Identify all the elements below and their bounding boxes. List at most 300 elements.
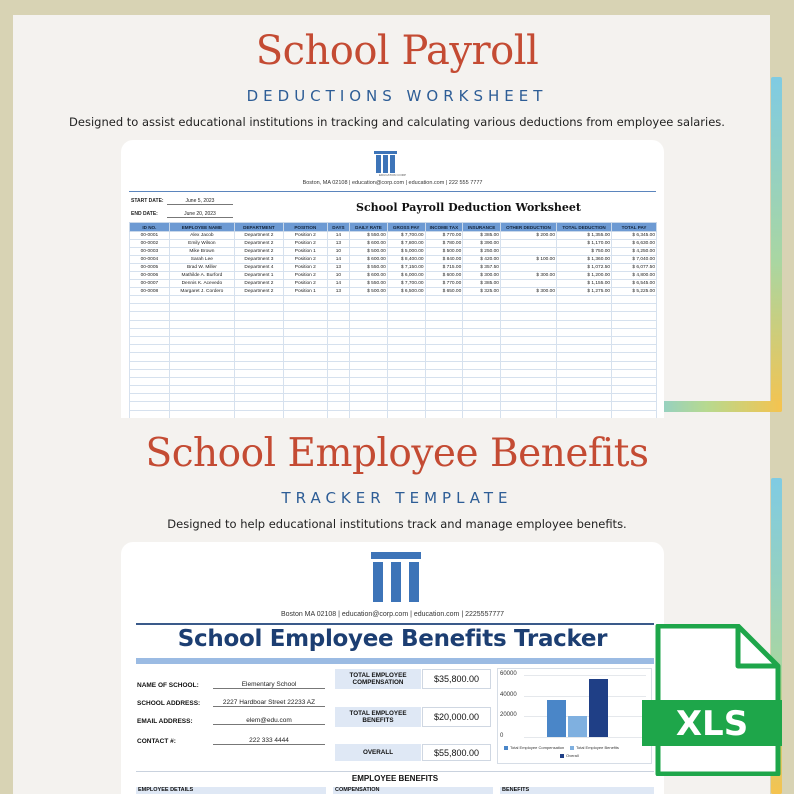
table-cell[interactable]: Position 1 [283, 248, 327, 256]
table-cell[interactable] [463, 312, 501, 320]
table-cell[interactable]: 00-0001 [130, 232, 170, 240]
table-cell[interactable]: $ 7,800.00 [387, 240, 425, 248]
table-row[interactable] [130, 256, 657, 264]
table-cell[interactable] [500, 394, 556, 402]
table-cell[interactable]: 10 [327, 248, 349, 256]
table-cell[interactable]: $ 500.00 [350, 288, 388, 296]
table-cell[interactable]: $ 6,545.00 [612, 280, 657, 288]
table-cell[interactable] [130, 336, 170, 344]
empty-row[interactable] [130, 410, 657, 418]
table-cell[interactable] [350, 386, 388, 394]
table-cell[interactable] [500, 410, 556, 418]
table-cell[interactable] [327, 394, 349, 402]
table-cell[interactable] [350, 304, 388, 312]
table-cell[interactable]: $ 200.00 [500, 232, 556, 240]
table-cell[interactable] [425, 304, 463, 312]
table-cell[interactable] [327, 345, 349, 353]
table-cell[interactable] [612, 369, 657, 377]
table-cell[interactable] [500, 377, 556, 385]
table-cell[interactable] [612, 377, 657, 385]
table-cell[interactable] [283, 345, 327, 353]
table-cell[interactable] [557, 345, 612, 353]
table-cell[interactable] [234, 312, 283, 320]
table-cell[interactable] [283, 336, 327, 344]
table-cell[interactable]: Sarah Lee [169, 256, 234, 264]
table-cell[interactable] [350, 353, 388, 361]
empty-row[interactable] [130, 304, 657, 312]
table-cell[interactable] [350, 369, 388, 377]
table-cell[interactable] [557, 386, 612, 394]
table-cell[interactable] [350, 394, 388, 402]
table-cell[interactable] [612, 345, 657, 353]
empty-row[interactable] [130, 361, 657, 369]
table-cell[interactable]: Position 2 [283, 240, 327, 248]
table-cell[interactable] [327, 402, 349, 410]
table-cell[interactable]: $ 500.00 [350, 248, 388, 256]
table-cell[interactable]: $ 7,700.00 [387, 280, 425, 288]
table-cell[interactable] [283, 402, 327, 410]
table-cell[interactable] [557, 296, 612, 304]
table-cell[interactable] [130, 312, 170, 320]
table-cell[interactable] [425, 328, 463, 336]
table-cell[interactable] [425, 410, 463, 418]
table-cell[interactable]: 13 [327, 240, 349, 248]
table-cell[interactable] [130, 361, 170, 369]
table-cell[interactable]: $ 385.00 [463, 280, 501, 288]
table-cell[interactable] [130, 353, 170, 361]
table-cell[interactable] [130, 394, 170, 402]
table-cell[interactable] [350, 410, 388, 418]
table-cell[interactable] [169, 410, 234, 418]
table-cell[interactable] [500, 240, 556, 248]
table-cell[interactable]: 00-0004 [130, 256, 170, 264]
table-cell[interactable] [283, 353, 327, 361]
table-cell[interactable]: Alex Jacob [169, 232, 234, 240]
table-cell[interactable]: 00-0005 [130, 264, 170, 272]
table-cell[interactable]: 13 [327, 288, 349, 296]
table-cell[interactable]: $ 6,630.00 [612, 240, 657, 248]
empty-row[interactable] [130, 312, 657, 320]
table-cell[interactable] [500, 280, 556, 288]
table-cell[interactable] [350, 336, 388, 344]
table-cell[interactable] [327, 353, 349, 361]
table-cell[interactable]: Department 2 [234, 240, 283, 248]
table-cell[interactable]: 00-0006 [130, 272, 170, 280]
table-cell[interactable] [169, 328, 234, 336]
table-cell[interactable] [327, 328, 349, 336]
table-cell[interactable]: $ 550.00 [350, 232, 388, 240]
table-cell[interactable] [283, 377, 327, 385]
table-cell[interactable]: $ 6,000.00 [387, 272, 425, 280]
start-date-value[interactable]: June 5, 2023 [167, 198, 233, 205]
table-cell[interactable] [500, 320, 556, 328]
table-cell[interactable] [327, 320, 349, 328]
table-cell[interactable] [463, 386, 501, 394]
table-cell[interactable] [169, 369, 234, 377]
empty-row[interactable] [130, 336, 657, 344]
table-cell[interactable] [425, 369, 463, 377]
school-address-field[interactable]: 2227 Hardboar Street 22233 AZ [213, 699, 325, 707]
table-cell[interactable] [169, 320, 234, 328]
table-cell[interactable] [500, 304, 556, 312]
table-cell[interactable] [463, 369, 501, 377]
table-cell[interactable]: $ 4,800.00 [612, 272, 657, 280]
table-cell[interactable] [463, 345, 501, 353]
table-cell[interactable]: Department 4 [234, 264, 283, 272]
school-name-field[interactable]: Elementary School [213, 681, 325, 689]
table-cell[interactable]: $ 300.00 [463, 272, 501, 280]
table-cell[interactable] [425, 345, 463, 353]
table-cell[interactable] [387, 312, 425, 320]
empty-row[interactable] [130, 402, 657, 410]
table-cell[interactable] [169, 312, 234, 320]
table-cell[interactable] [234, 353, 283, 361]
table-cell[interactable] [425, 394, 463, 402]
table-cell[interactable] [387, 296, 425, 304]
table-cell[interactable] [130, 402, 170, 410]
table-cell[interactable] [387, 336, 425, 344]
table-cell[interactable] [234, 369, 283, 377]
table-cell[interactable] [283, 369, 327, 377]
table-cell[interactable] [130, 345, 170, 353]
table-cell[interactable]: $ 600.00 [350, 240, 388, 248]
table-cell[interactable]: $ 770.00 [425, 280, 463, 288]
table-cell[interactable]: Margaret J. Cordero [169, 288, 234, 296]
empty-row[interactable] [130, 377, 657, 385]
table-cell[interactable] [557, 369, 612, 377]
table-cell[interactable] [283, 312, 327, 320]
table-cell[interactable] [500, 248, 556, 256]
table-cell[interactable]: $ 6,077.50 [612, 264, 657, 272]
table-cell[interactable] [500, 345, 556, 353]
table-row[interactable] [130, 280, 657, 288]
table-cell[interactable] [425, 353, 463, 361]
table-cell[interactable]: $ 100.00 [500, 256, 556, 264]
table-cell[interactable]: Department 2 [234, 280, 283, 288]
table-cell[interactable]: Position 1 [283, 288, 327, 296]
table-cell[interactable] [350, 328, 388, 336]
table-cell[interactable] [234, 345, 283, 353]
table-cell[interactable] [387, 304, 425, 312]
table-cell[interactable]: $ 600.00 [350, 256, 388, 264]
table-cell[interactable]: Department 2 [234, 248, 283, 256]
table-cell[interactable] [425, 377, 463, 385]
table-cell[interactable]: $ 390.00 [463, 240, 501, 248]
table-cell[interactable]: Mathilde A. Burford [169, 272, 234, 280]
table-cell[interactable] [425, 320, 463, 328]
table-cell[interactable] [169, 296, 234, 304]
table-row[interactable] [130, 264, 657, 272]
table-cell[interactable] [500, 369, 556, 377]
table-cell[interactable]: $ 420.00 [463, 256, 501, 264]
table-cell[interactable] [283, 394, 327, 402]
empty-row[interactable] [130, 394, 657, 402]
table-cell[interactable] [557, 353, 612, 361]
table-row[interactable] [130, 272, 657, 280]
table-cell[interactable]: $ 500.00 [425, 248, 463, 256]
table-cell[interactable] [169, 361, 234, 369]
table-cell[interactable] [425, 336, 463, 344]
table-cell[interactable] [500, 353, 556, 361]
table-cell[interactable] [130, 328, 170, 336]
table-cell[interactable]: Department 1 [234, 272, 283, 280]
table-cell[interactable]: Department 3 [234, 256, 283, 264]
table-cell[interactable] [557, 304, 612, 312]
table-cell[interactable] [327, 386, 349, 394]
table-cell[interactable] [463, 320, 501, 328]
table-cell[interactable] [557, 361, 612, 369]
table-cell[interactable] [283, 410, 327, 418]
table-cell[interactable]: Department 2 [234, 232, 283, 240]
table-cell[interactable]: $ 600.00 [350, 272, 388, 280]
table-cell[interactable] [387, 410, 425, 418]
table-cell[interactable]: $ 385.00 [463, 232, 501, 240]
table-row[interactable] [130, 248, 657, 256]
table-cell[interactable] [612, 361, 657, 369]
table-cell[interactable] [169, 336, 234, 344]
table-cell[interactable] [463, 394, 501, 402]
table-cell[interactable] [557, 312, 612, 320]
table-cell[interactable] [463, 377, 501, 385]
table-cell[interactable] [327, 296, 349, 304]
table-cell[interactable] [350, 402, 388, 410]
table-cell[interactable] [500, 264, 556, 272]
table-cell[interactable] [557, 410, 612, 418]
empty-row[interactable] [130, 345, 657, 353]
table-cell[interactable] [500, 296, 556, 304]
table-cell[interactable] [425, 402, 463, 410]
table-cell[interactable] [612, 394, 657, 402]
table-cell[interactable] [169, 304, 234, 312]
table-cell[interactable] [130, 296, 170, 304]
table-cell[interactable] [234, 402, 283, 410]
table-cell[interactable] [463, 304, 501, 312]
table-cell[interactable]: $ 550.00 [350, 280, 388, 288]
table-cell[interactable]: $ 300.00 [500, 272, 556, 280]
table-cell[interactable] [463, 328, 501, 336]
table-cell[interactable]: $ 5,000.00 [387, 248, 425, 256]
table-cell[interactable] [387, 369, 425, 377]
table-cell[interactable] [500, 361, 556, 369]
table-cell[interactable]: $ 1,355.00 [557, 232, 612, 240]
table-cell[interactable] [234, 336, 283, 344]
table-cell[interactable]: $ 1,170.00 [557, 240, 612, 248]
table-cell[interactable] [283, 361, 327, 369]
table-cell[interactable] [557, 402, 612, 410]
table-cell[interactable] [169, 386, 234, 394]
table-cell[interactable] [387, 386, 425, 394]
table-cell[interactable] [463, 402, 501, 410]
table-cell[interactable] [234, 328, 283, 336]
table-cell[interactable]: $ 770.00 [425, 232, 463, 240]
table-cell[interactable]: Department 2 [234, 288, 283, 296]
table-cell[interactable] [130, 377, 170, 385]
empty-row[interactable] [130, 386, 657, 394]
table-cell[interactable] [387, 402, 425, 410]
table-cell[interactable] [283, 328, 327, 336]
table-cell[interactable] [130, 369, 170, 377]
table-cell[interactable] [234, 386, 283, 394]
table-cell[interactable]: $ 550.00 [350, 264, 388, 272]
table-cell[interactable]: Position 2 [283, 264, 327, 272]
table-cell[interactable] [283, 386, 327, 394]
table-cell[interactable] [387, 394, 425, 402]
table-cell[interactable] [557, 328, 612, 336]
table-cell[interactable] [612, 312, 657, 320]
table-cell[interactable] [350, 312, 388, 320]
table-cell[interactable]: $ 750.00 [557, 248, 612, 256]
table-cell[interactable] [234, 361, 283, 369]
empty-row[interactable] [130, 320, 657, 328]
table-cell[interactable] [387, 345, 425, 353]
table-cell[interactable]: $ 5,225.00 [612, 288, 657, 296]
empty-row[interactable] [130, 296, 657, 304]
table-cell[interactable]: $ 650.00 [425, 288, 463, 296]
table-cell[interactable] [387, 353, 425, 361]
table-cell[interactable] [612, 320, 657, 328]
table-cell[interactable]: 14 [327, 256, 349, 264]
table-cell[interactable] [169, 402, 234, 410]
table-cell[interactable] [612, 336, 657, 344]
table-row[interactable] [130, 288, 657, 296]
empty-row[interactable] [130, 353, 657, 361]
table-cell[interactable] [234, 320, 283, 328]
table-cell[interactable] [350, 361, 388, 369]
table-cell[interactable]: 00-0007 [130, 280, 170, 288]
table-cell[interactable] [169, 377, 234, 385]
table-cell[interactable]: Position 2 [283, 272, 327, 280]
table-cell[interactable]: $ 300.00 [500, 288, 556, 296]
table-cell[interactable] [130, 320, 170, 328]
table-cell[interactable]: $ 780.00 [425, 240, 463, 248]
table-cell[interactable]: $ 4,250.00 [612, 248, 657, 256]
table-cell[interactable]: Emily Wilson [169, 240, 234, 248]
table-cell[interactable] [169, 353, 234, 361]
end-date-value[interactable]: June 20, 2023 [167, 211, 233, 218]
table-cell[interactable]: $ 250.00 [463, 248, 501, 256]
table-cell[interactable]: Brad W. Miller [169, 264, 234, 272]
table-cell[interactable] [327, 361, 349, 369]
table-cell[interactable]: $ 1,360.00 [557, 256, 612, 264]
table-cell[interactable]: $ 1,275.00 [557, 288, 612, 296]
table-cell[interactable] [169, 345, 234, 353]
table-cell[interactable] [234, 377, 283, 385]
table-cell[interactable] [500, 402, 556, 410]
table-cell[interactable]: 14 [327, 232, 349, 240]
table-cell[interactable] [234, 410, 283, 418]
table-cell[interactable] [387, 377, 425, 385]
table-cell[interactable] [612, 410, 657, 418]
table-cell[interactable] [425, 296, 463, 304]
empty-row[interactable] [130, 369, 657, 377]
table-cell[interactable] [283, 296, 327, 304]
table-cell[interactable] [557, 394, 612, 402]
table-cell[interactable] [425, 386, 463, 394]
table-cell[interactable]: 13 [327, 264, 349, 272]
table-cell[interactable]: $ 1,072.50 [557, 264, 612, 272]
table-row[interactable] [130, 232, 657, 240]
table-cell[interactable] [612, 353, 657, 361]
table-cell[interactable]: $ 6,345.00 [612, 232, 657, 240]
table-cell[interactable] [612, 328, 657, 336]
table-cell[interactable] [463, 296, 501, 304]
table-cell[interactable] [500, 328, 556, 336]
table-cell[interactable] [130, 304, 170, 312]
table-cell[interactable] [350, 320, 388, 328]
table-cell[interactable] [612, 402, 657, 410]
table-cell[interactable]: $ 1,155.00 [557, 280, 612, 288]
table-cell[interactable]: $ 325.00 [463, 288, 501, 296]
table-cell[interactable] [463, 336, 501, 344]
table-cell[interactable] [500, 336, 556, 344]
table-cell[interactable] [463, 353, 501, 361]
table-cell[interactable] [327, 369, 349, 377]
table-cell[interactable] [463, 410, 501, 418]
table-cell[interactable] [463, 361, 501, 369]
table-cell[interactable] [169, 394, 234, 402]
table-cell[interactable]: Dennis K. Acevedo [169, 280, 234, 288]
table-cell[interactable]: $ 1,200.00 [557, 272, 612, 280]
table-cell[interactable] [557, 336, 612, 344]
table-cell[interactable] [350, 296, 388, 304]
table-cell[interactable] [327, 410, 349, 418]
table-cell[interactable]: Mike Brown [169, 248, 234, 256]
table-cell[interactable] [234, 304, 283, 312]
table-cell[interactable] [387, 320, 425, 328]
table-cell[interactable] [350, 345, 388, 353]
table-cell[interactable] [327, 312, 349, 320]
table-row[interactable] [130, 240, 657, 248]
table-cell[interactable] [387, 328, 425, 336]
table-cell[interactable] [234, 394, 283, 402]
table-cell[interactable]: $ 357.50 [463, 264, 501, 272]
table-cell[interactable]: $ 715.00 [425, 264, 463, 272]
table-cell[interactable] [327, 336, 349, 344]
table-cell[interactable] [425, 361, 463, 369]
table-cell[interactable] [350, 377, 388, 385]
table-cell[interactable] [327, 377, 349, 385]
table-cell[interactable] [612, 386, 657, 394]
table-cell[interactable] [387, 361, 425, 369]
table-cell[interactable] [130, 410, 170, 418]
table-cell[interactable] [500, 386, 556, 394]
table-cell[interactable]: $ 6,500.00 [387, 288, 425, 296]
table-cell[interactable] [283, 304, 327, 312]
table-cell[interactable] [612, 296, 657, 304]
table-cell[interactable]: $ 840.00 [425, 256, 463, 264]
table-cell[interactable]: Position 2 [283, 232, 327, 240]
table-cell[interactable]: Position 2 [283, 256, 327, 264]
email-field[interactable]: elem@edu.com [213, 717, 325, 725]
table-cell[interactable] [327, 304, 349, 312]
table-cell[interactable]: $ 600.00 [425, 272, 463, 280]
table-cell[interactable]: $ 7,700.00 [387, 232, 425, 240]
table-cell[interactable] [612, 304, 657, 312]
table-cell[interactable]: $ 8,400.00 [387, 256, 425, 264]
table-cell[interactable] [557, 320, 612, 328]
empty-row[interactable] [130, 328, 657, 336]
contact-field[interactable]: 222 333 4444 [213, 737, 325, 745]
table-cell[interactable] [557, 377, 612, 385]
table-cell[interactable] [283, 320, 327, 328]
table-cell[interactable]: Position 2 [283, 280, 327, 288]
table-cell[interactable]: 00-0002 [130, 240, 170, 248]
table-cell[interactable]: 10 [327, 272, 349, 280]
table-cell[interactable]: $ 7,150.00 [387, 264, 425, 272]
table-cell[interactable]: 14 [327, 280, 349, 288]
table-cell[interactable]: 00-0008 [130, 288, 170, 296]
table-cell[interactable] [425, 312, 463, 320]
